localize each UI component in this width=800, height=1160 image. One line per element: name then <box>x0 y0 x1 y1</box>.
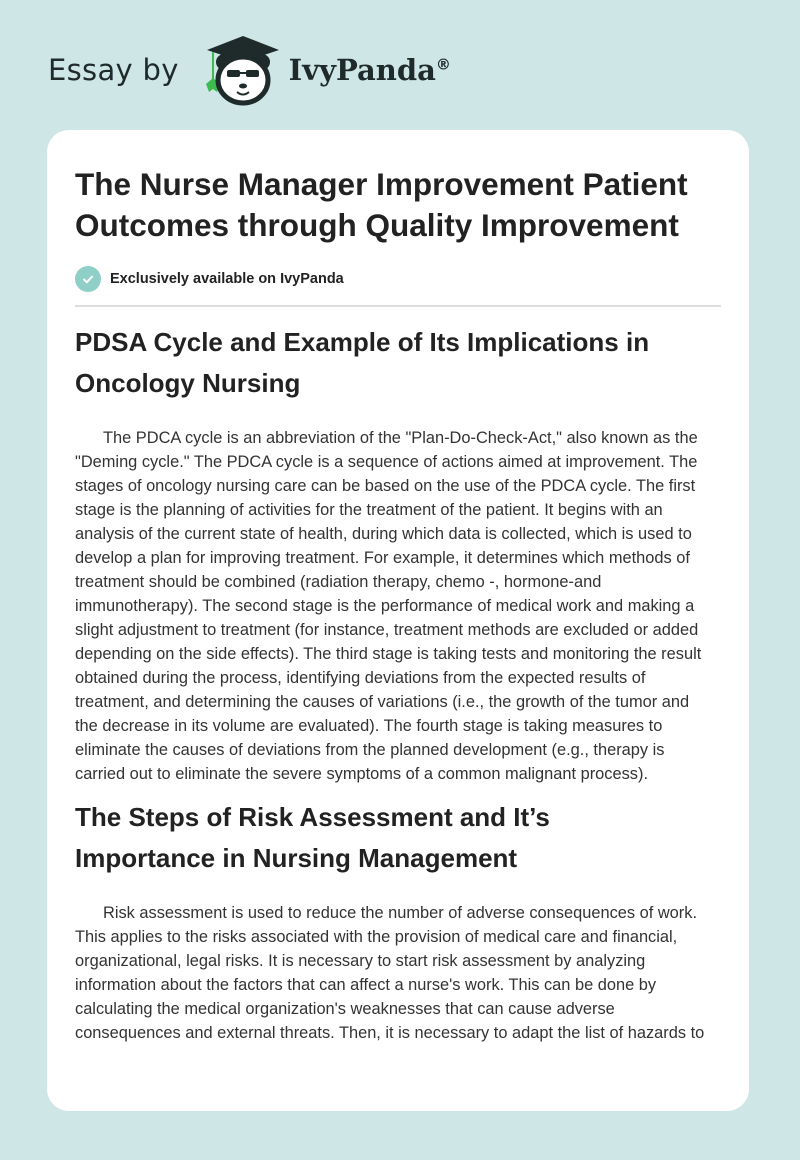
essay-by-label: Essay by <box>48 53 179 87</box>
paragraph-line: slight adjustment to treatment (for instance, treatment methods are excluded or added <box>75 621 699 639</box>
check-circle-icon <box>75 266 101 292</box>
essay-title <box>75 164 721 246</box>
heading-line: Oncology Nursing <box>75 368 301 398</box>
section-paragraph <box>75 901 721 1045</box>
paragraph-line: "Deming cycle." The PDCA cycle is a sequence of actions aimed at improvement. The <box>75 453 698 471</box>
paragraph-line: Risk assessment is used to reduce the number of adverse consequences of work. <box>103 904 698 922</box>
paragraph-line: the decrease in its volume are evaluated). The fourth stage is taking measures to <box>75 717 663 735</box>
paragraph-line: obtained during the process, identifying deviations from the expected results of <box>75 669 646 687</box>
paragraph-line: information about the factors that can affect a nurse's work. This can be done by <box>75 976 657 994</box>
exclusive-badge <box>75 264 721 294</box>
exclusive-badge-text: Exclusively available on IvyPanda <box>110 271 344 287</box>
ivypanda-panda-logo-icon <box>197 30 287 110</box>
paragraph-line: calculating the medical organization's weaknesses that can cause adverse <box>75 1000 615 1018</box>
heading-line: PDSA Cycle and Example of Its Implications in <box>75 327 650 357</box>
section-paragraph <box>75 426 721 786</box>
paragraph-line: immunotherapy). The second stage is the performance of medical work and making a <box>75 597 695 615</box>
paragraph-line: organizational, legal risks. It is necessary to start risk assessment by analyzing <box>75 952 646 970</box>
paragraph-line: stage is the planning of activities for the treatment of the patient. It begins with an <box>75 501 663 519</box>
essay-card <box>47 130 749 1111</box>
paragraph-line: consequences and external threats. Then, it is necessary to adapt the list of hazards to <box>75 1024 705 1042</box>
paragraph-line: This applies to the risks associated with the provision of medical care and financial, <box>75 928 678 946</box>
paragraph-line: carried out to eliminate the severe symptoms of a common malignant process). <box>75 765 649 783</box>
section-heading <box>75 322 721 404</box>
divider <box>75 305 721 307</box>
section-heading <box>75 797 721 879</box>
paragraph-line: depending on the side effects). The third stage is taking tests and monitoring the result <box>75 645 702 663</box>
paragraph-line: stages of oncology nursing care can be based on the use of the PDCA cycle. The first <box>75 477 696 495</box>
brand-header <box>48 30 451 110</box>
registered-mark: ® <box>435 55 451 74</box>
title-line: Outcomes through Quality Improvement <box>75 207 679 243</box>
paragraph-line: develop a plan for improving treatment. For example, it determines which methods of <box>75 549 690 567</box>
title-line: The Nurse Manager Improvement Patient <box>75 166 688 202</box>
paragraph-line: treatment should be combined (radiation therapy, chemo -, hormone-and <box>75 573 602 591</box>
heading-line: Importance in Nursing Management <box>75 843 518 873</box>
brand-name: IvyPanda <box>288 53 436 87</box>
paragraph-line: treatment, and determining the causes of variations (i.e., the growth of the tumor and <box>75 693 690 711</box>
paragraph-line: analysis of the current state of health, during which data is collected, which is used to <box>75 525 692 543</box>
paragraph-line: The PDCA cycle is an abbreviation of the "Plan-Do-Check-Act," also known as the <box>103 429 698 447</box>
paragraph-line: eliminate the causes of deviations from the planned development (e.g., therapy is <box>75 741 665 759</box>
ivypanda-wordmark <box>289 53 451 87</box>
heading-line: The Steps of Risk Assessment and It’s <box>75 802 550 832</box>
